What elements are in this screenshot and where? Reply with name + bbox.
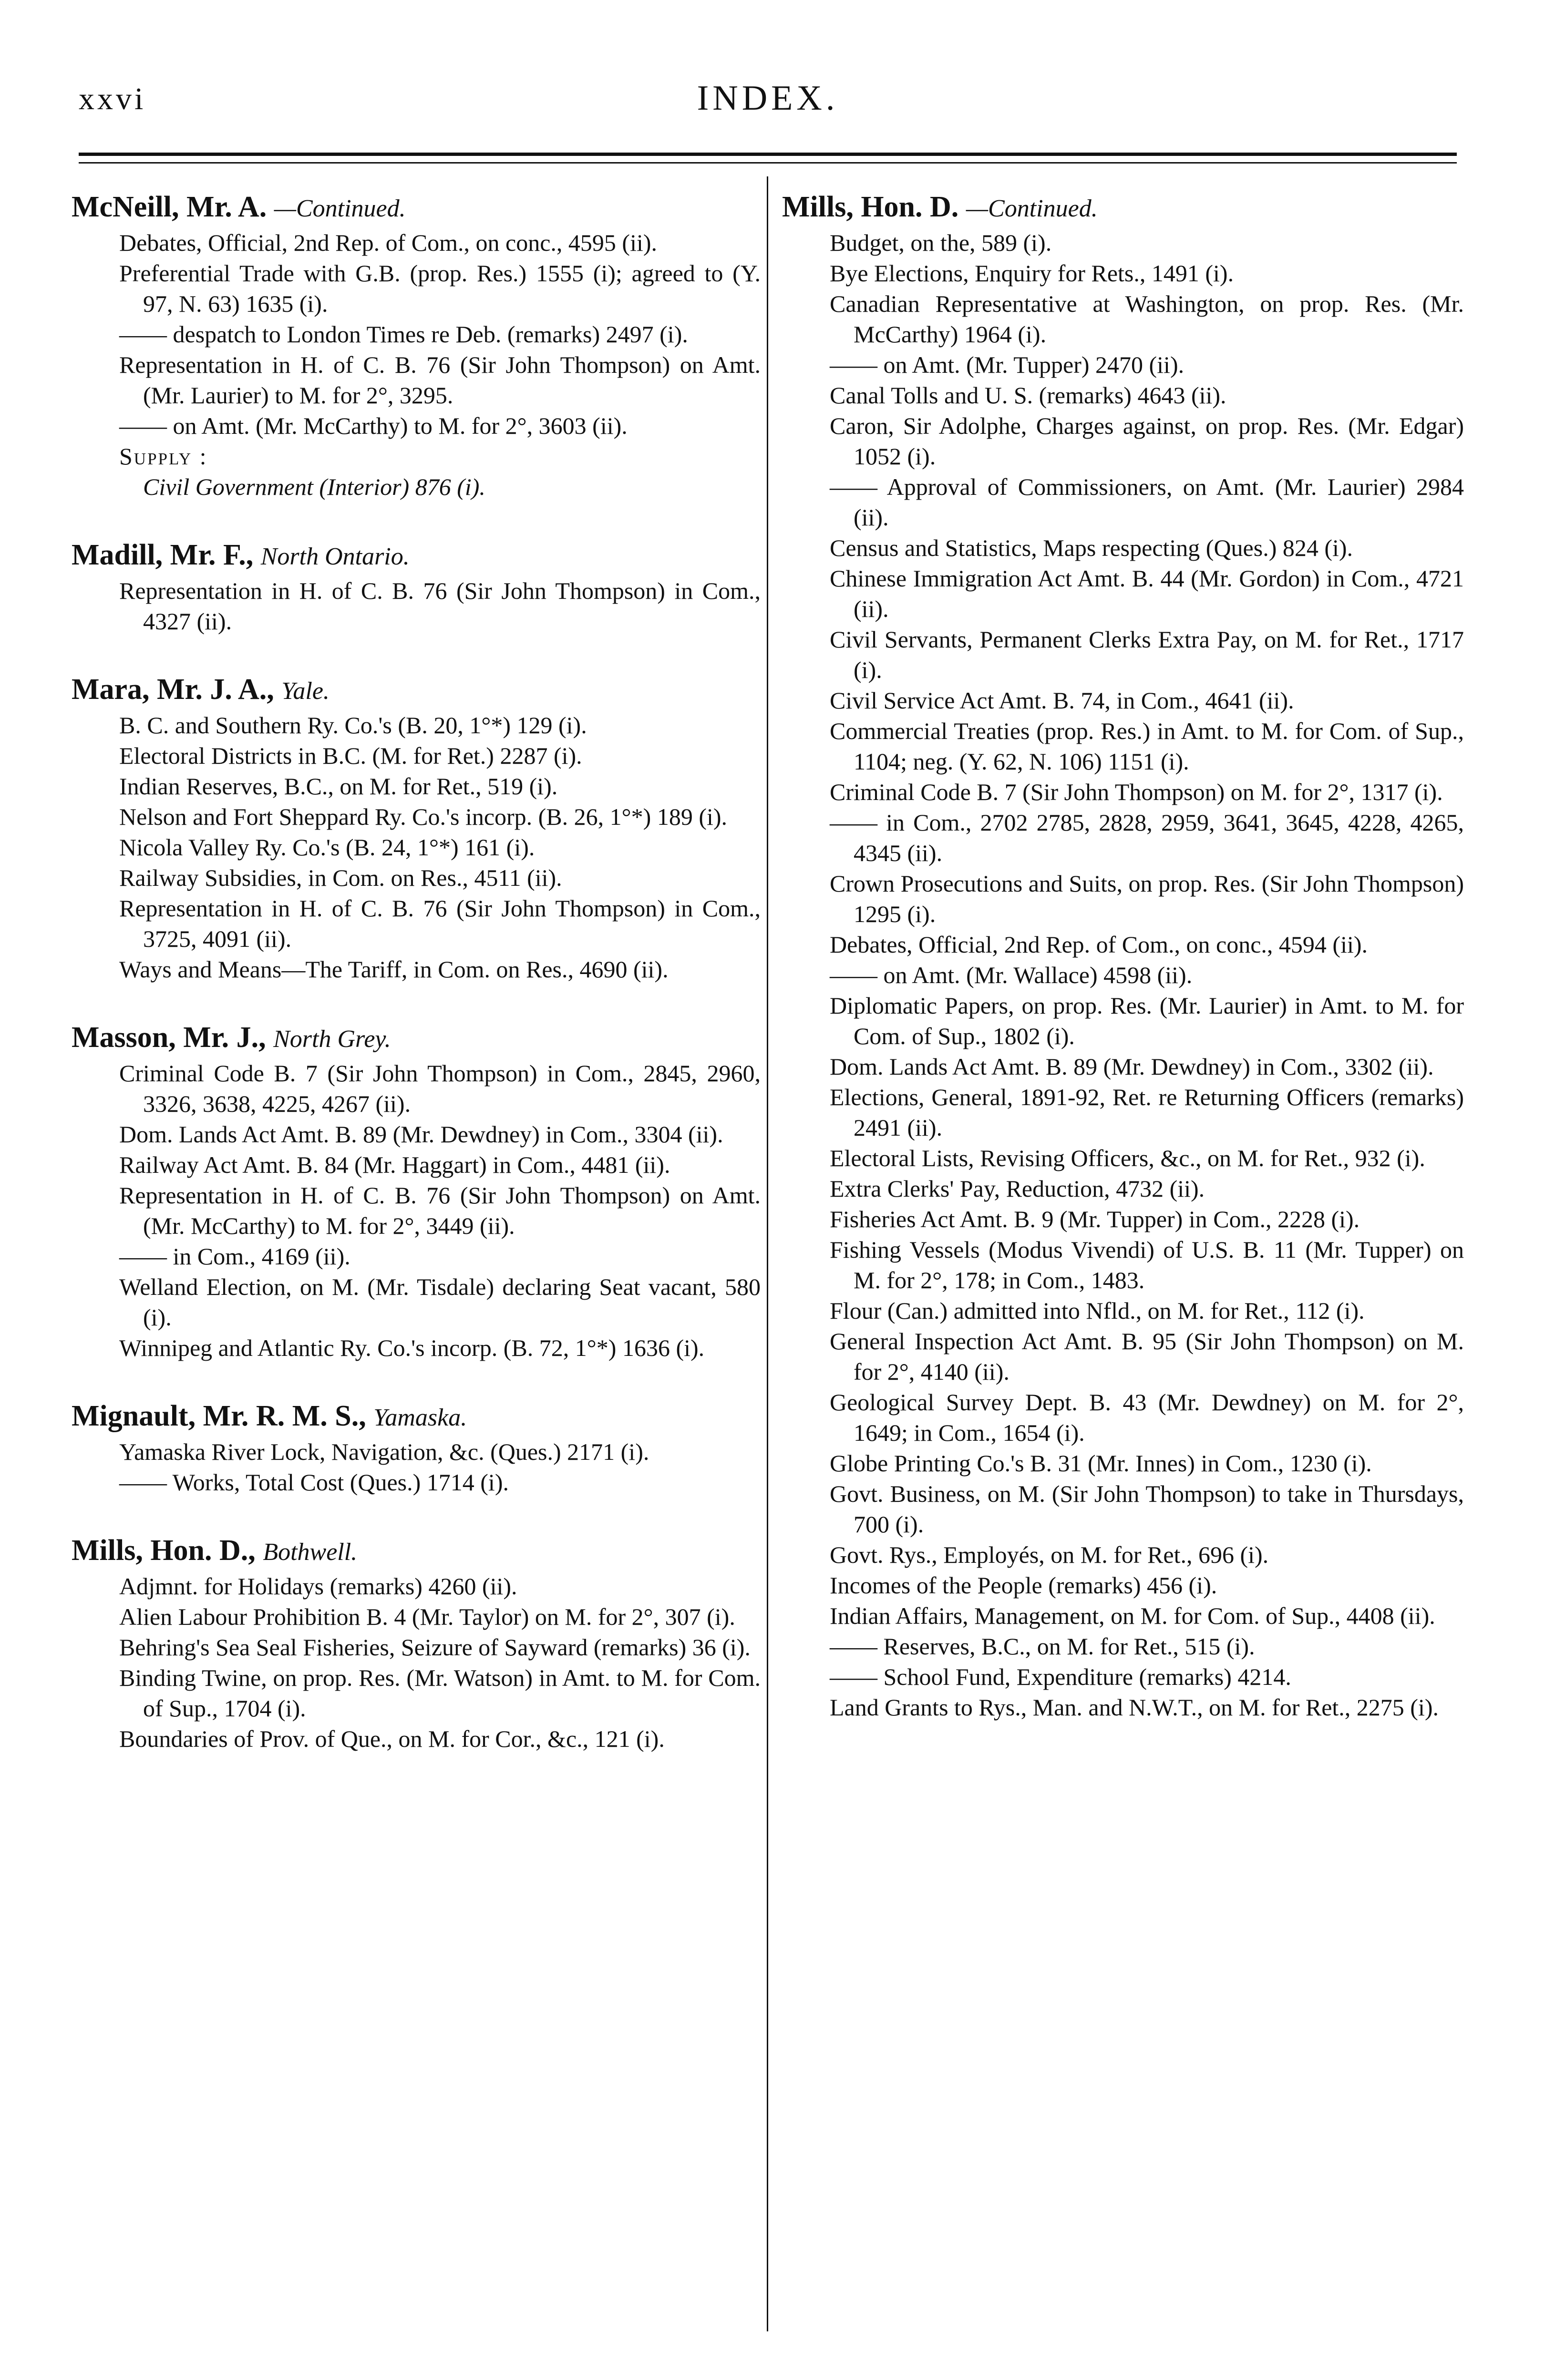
index-subentry: Globe Printing Co.'s B. 31 (Mr. Innes) in Com., 1230 (i). [830, 1450, 1372, 1477]
index-subentry: —— in Com., 4169 (ii). [119, 1243, 350, 1270]
index-subentry: Civil Government (Interior) 876 (i). [143, 473, 485, 500]
index-subentry: Flour (Can.) admitted into Nfld., on M. for Ret., 112 (i). [830, 1297, 1365, 1324]
index-subentry: Diplomatic Papers, on prop. Res. (Mr. Laurier) in Amt. to M. for Com. of Sup., 1802 (i). [830, 992, 1464, 1049]
entry-heading [72, 188, 761, 227]
index-subentry: Dom. Lands Act Amt. B. 89 (Mr. Dewdney) in Com., 3302 (ii). [830, 1053, 1434, 1080]
index-subentry: Boundaries of Prov. of Que., on M. for Cor., &c., 121 (i). [119, 1725, 665, 1752]
index-subentry: Civil Service Act Amt. B. 74, in Com., 4641 (ii). [830, 687, 1294, 714]
index-subentry: Electoral Districts in B.C. (M. for Ret.) 2287 (i). [119, 742, 582, 769]
index-subentry: Behring's Sea Seal Fisheries, Seizure of Sayward (remarks) 36 (i). [119, 1634, 751, 1661]
index-subentry: —— despatch to London Times re Deb. (remarks) 2497 (i). [119, 321, 688, 348]
index-subentry: —— on Amt. (Mr. Tupper) 2470 (ii). [830, 351, 1184, 378]
index-subentry: Indian Reserves, B.C., on M. for Ret., 519 (i). [119, 773, 558, 800]
index-subentry: Representation in H. of C. B. 76 (Sir John Thompson) in Com., 4327 (ii). [119, 577, 761, 635]
index-subentry: Indian Affairs, Management, on M. for Com. of Sup., 4408 (ii). [830, 1602, 1435, 1629]
index-subentry: Welland Election, on M. (Mr. Tisdale) declaring Seat vacant, 580 (i). [119, 1273, 761, 1331]
member-name: Mills, Hon. D., [72, 1534, 256, 1567]
entry-heading [72, 1397, 761, 1436]
index-subentry: —— Works, Total Cost (Ques.) 1714 (i). [119, 1469, 509, 1496]
index-subentry: Bye Elections, Enquiry for Rets., 1491 (i). [830, 260, 1234, 287]
index-subentry: Dom. Lands Act Amt. B. 89 (Mr. Dewdney) in Com., 3304 (ii). [119, 1121, 723, 1148]
index-subentry: Canal Tolls and U. S. (remarks) 4643 (ii). [830, 382, 1226, 409]
index-entry [72, 1019, 761, 1363]
index-subentry: Electoral Lists, Revising Officers, &c., on M. for Ret., 932 (i). [830, 1145, 1425, 1171]
index-subentry: Representation in H. of C. B. 76 (Sir John Thompson) in Com., 3725, 4091 (ii). [119, 895, 761, 952]
member-constituency: North Grey. [273, 1026, 391, 1053]
index-subentry: Representation in H. of C. B. 76 (Sir John Thompson) on Amt. (Mr. McCarthy) to M. for 2°, 3449 (ii). [119, 1182, 761, 1239]
member-constituency: Yamaska. [373, 1404, 467, 1431]
member-name: Masson, Mr. J., [72, 1021, 266, 1054]
index-subentry: Canadian Representative at Washington, on prop. Res. (Mr. McCarthy) 1964 (i). [830, 290, 1464, 348]
member-name: McNeill, Mr. A. [72, 191, 267, 223]
index-subentry: Land Grants to Rys., Man. and N.W.T., on M. for Ret., 2275 (i). [830, 1694, 1439, 1721]
index-subentry: —— Approval of Commissioners, on Amt. (Mr. Laurier) 2984 (ii). [830, 473, 1464, 531]
index-subentry: General Inspection Act Amt. B. 95 (Sir John Thompson) on M. for 2°, 4140 (ii). [830, 1328, 1464, 1385]
entry-spacer [72, 1375, 761, 1397]
member-constituency: —Continued. [274, 195, 406, 222]
index-subentry: —— on Amt. (Mr. Wallace) 4598 (ii). [830, 962, 1193, 988]
entry-heading [72, 536, 761, 575]
header-rule-thick [79, 153, 1457, 156]
index-subentry: —— Reserves, B.C., on M. for Ret., 515 (i). [830, 1633, 1255, 1660]
index-column-right [782, 188, 1464, 1735]
index-subentry: Fisheries Act Amt. B. 9 (Mr. Tupper) in Com., 2228 (i). [830, 1206, 1360, 1232]
member-constituency: Bothwell. [263, 1539, 358, 1566]
index-subentry: Geological Survey Dept. B. 43 (Mr. Dewdney) on M. for 2°, 1649; in Com., 1654 (i). [830, 1389, 1464, 1446]
index-subentry: Preferential Trade with G.B. (prop. Res.) 1555 (i); agreed to (Y. 97, N. 63) 1635 (i). [119, 260, 761, 317]
index-column-left [72, 188, 761, 1766]
entry-heading [782, 188, 1464, 227]
index-subentry: Adjmnt. for Holidays (remarks) 4260 (ii). [119, 1573, 517, 1600]
entry-spacer [72, 1510, 761, 1532]
page-title: INDEX. [697, 79, 839, 118]
index-subentry: Supply : [119, 443, 208, 470]
index-subentry: Debates, Official, 2nd Rep. of Com., on conc., 4594 (ii). [830, 931, 1368, 958]
index-subentry: Representation in H. of C. B. 76 (Sir John Thompson) on Amt. (Mr. Laurier) to M. for 2°, 3295. [119, 351, 761, 409]
index-subentry: Census and Statistics, Maps respecting (Ques.) 824 (i). [830, 534, 1353, 561]
index-subentry: Nicola Valley Ry. Co.'s (B. 24, 1°*) 161 (i). [119, 834, 535, 861]
index-subentry: —— in Com., 2702 2785, 2828, 2959, 3641, 3645, 4228, 4265, 4345 (ii). [830, 809, 1464, 866]
index-subentry: Criminal Code B. 7 (Sir John Thompson) in Com., 2845, 2960, 3326, 3638, 4225, 4267 (ii). [119, 1060, 761, 1117]
index-subentry: Railway Subsidies, in Com. on Res., 4511 (ii). [119, 864, 562, 891]
member-name: Mara, Mr. J. A., [72, 673, 274, 706]
entry-spacer [72, 997, 761, 1019]
member-constituency: —Continued. [966, 195, 1098, 222]
member-name: Mills, Hon. D. [782, 191, 959, 223]
entry-heading [72, 671, 761, 710]
index-subentry: Winnipeg and Atlantic Ry. Co.'s incorp. (B. 72, 1°*) 1636 (i). [119, 1334, 705, 1361]
entry-heading [72, 1019, 761, 1058]
index-subentry: Govt. Rys., Employés, on M. for Ret., 696 (i). [830, 1541, 1269, 1568]
index-subentry: Incomes of the People (remarks) 456 (i). [830, 1572, 1217, 1599]
entry-spacer [72, 649, 761, 671]
index-subentry: —— on Amt. (Mr. McCarthy) to M. for 2°, 3603 (ii). [119, 412, 628, 439]
index-subentry: Elections, General, 1891-92, Ret. re Returning Officers (remarks) 2491 (ii). [830, 1084, 1464, 1141]
index-subentry: Yamaska River Lock, Navigation, &c. (Ques.) 2171 (i). [119, 1438, 649, 1465]
entry-spacer [72, 514, 761, 536]
index-subentry: Civil Servants, Permanent Clerks Extra Pay, on M. for Ret., 1717 (i). [830, 626, 1464, 683]
index-entry [782, 188, 1464, 1723]
index-subentry: Nelson and Fort Sheppard Ry. Co.'s incorp. (B. 26, 1°*) 189 (i). [119, 803, 728, 830]
member-name: Mignault, Mr. R. M. S., [72, 1400, 366, 1432]
index-subentry: Extra Clerks' Pay, Reduction, 4732 (ii). [830, 1175, 1205, 1202]
page-number: xxvi [79, 82, 146, 116]
index-subentry: Budget, on the, 589 (i). [830, 229, 1052, 256]
index-subentry: Fishing Vessels (Modus Vivendi) of U.S. B. 11 (Mr. Tupper) on M. for 2°, 178; in Com., 1483. [830, 1236, 1464, 1293]
index-subentry: —— School Fund, Expenditure (remarks) 4214. [830, 1663, 1291, 1690]
member-constituency: Yale. [281, 677, 330, 705]
index-entry [72, 536, 761, 636]
member-constituency: North Ontario. [260, 543, 410, 570]
index-subentry: Debates, Official, 2nd Rep. of Com., on conc., 4595 (ii). [119, 229, 658, 256]
column-divider [767, 176, 768, 2331]
index-subentry: Ways and Means—The Tariff, in Com. on Res., 4690 (ii). [119, 956, 669, 983]
index-entry [72, 1397, 761, 1498]
index-subentry: B. C. and Southern Ry. Co.'s (B. 20, 1°*) 129 (i). [119, 712, 587, 739]
entry-heading [72, 1532, 761, 1571]
index-subentry: Criminal Code B. 7 (Sir John Thompson) on M. for 2°, 1317 (i). [830, 779, 1443, 805]
index-subentry: Alien Labour Prohibition B. 4 (Mr. Taylor) on M. for 2°, 307 (i). [119, 1603, 735, 1630]
index-subentry: Commercial Treaties (prop. Res.) in Amt. to M. for Com. of Sup., 1104; neg. (Y. 62, N. 106) 1151 (i). [830, 718, 1464, 775]
index-subentry: Caron, Sir Adolphe, Charges against, on prop. Res. (Mr. Edgar) 1052 (i). [830, 412, 1464, 470]
page-header [79, 72, 1457, 124]
index-subentry: Binding Twine, on prop. Res. (Mr. Watson) in Amt. to M. for Com. of Sup., 1704 (i). [119, 1664, 761, 1722]
index-entry [72, 671, 761, 985]
member-name: Madill, Mr. F., [72, 539, 254, 571]
index-subentry: Govt. Business, on M. (Sir John Thompson) to take in Thursdays, 700 (i). [830, 1480, 1464, 1538]
index-subentry: Chinese Immigration Act Amt. B. 44 (Mr. Gordon) in Com., 4721 (ii). [830, 565, 1464, 622]
index-entry [72, 188, 761, 502]
index-entry [72, 1532, 761, 1754]
index-subentry: Railway Act Amt. B. 84 (Mr. Haggart) in Com., 4481 (ii). [119, 1151, 670, 1178]
header-rule-thin [79, 162, 1457, 164]
index-subentry: Crown Prosecutions and Suits, on prop. Res. (Sir John Thompson) 1295 (i). [830, 870, 1464, 927]
